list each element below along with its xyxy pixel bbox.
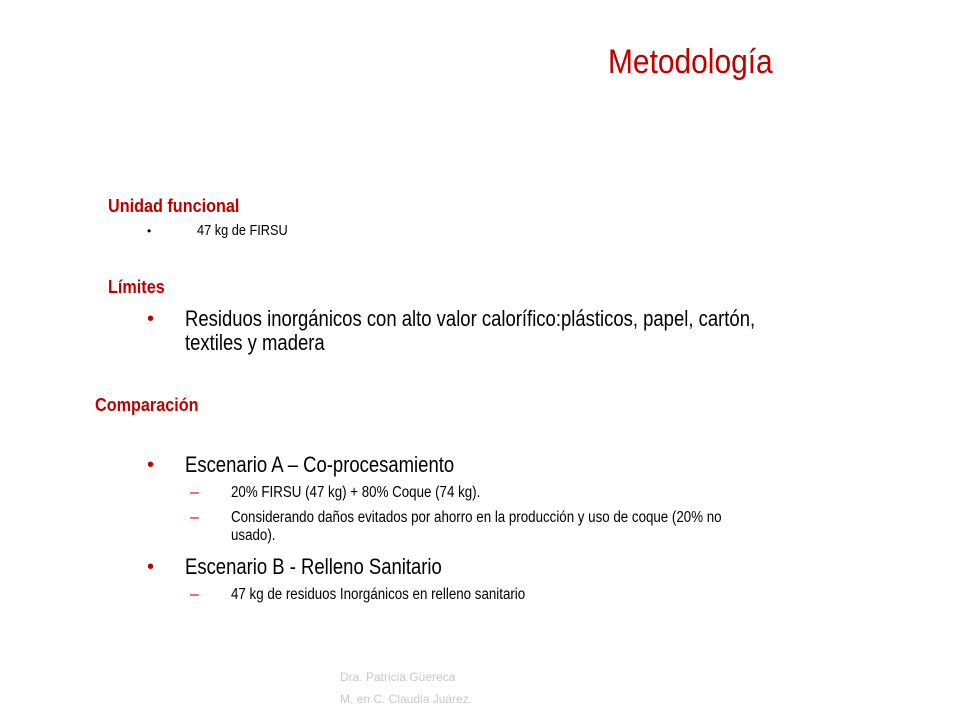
escenario-b-sub1: 47 kg de residuos Inorgánicos en relleno sanitario [231, 586, 526, 603]
escenario-b-bullet-icon: • [147, 556, 155, 578]
comparacion-heading: Comparación [95, 395, 199, 415]
limites-heading: Límites [108, 277, 165, 297]
footer-author-2: M. en C. Claudia Juárez. [340, 692, 473, 706]
escenario-a-bullet-icon: • [147, 454, 155, 476]
escenario-a-sub1-dash-icon: – [190, 484, 199, 501]
unidad-funcional-item: 47 kg de FIRSU [197, 222, 288, 239]
escenario-a-label: Escenario A – Co-procesamiento [185, 452, 455, 477]
escenario-b-label: Escenario B - Relleno Sanitario [185, 554, 442, 579]
limites-item-line1: Residuos inorgánicos con alto valor calorífico:plásticos, papel, cartón, [185, 306, 756, 331]
escenario-a-sub2-dash-icon: – [190, 509, 199, 526]
limites-bullet-icon: • [147, 308, 155, 330]
limites-item-line2: textiles y madera [185, 330, 325, 355]
escenario-a-sub2-line2: usado). [231, 527, 276, 544]
escenario-b-sub1-dash-icon: – [190, 586, 199, 603]
footer-author-1: Dra. Patricia Güereca [340, 670, 456, 684]
escenario-a-sub2-line1: Considerando daños evitados por ahorro en la producción y uso de coque (20% no [231, 509, 722, 526]
slide-title: Metodología [608, 43, 773, 81]
unidad-funcional-heading: Unidad funcional [108, 196, 240, 216]
escenario-a-sub1: 20% FIRSU (47 kg) + 80% Coque (74 kg). [231, 484, 481, 501]
unidad-bullet-icon: • [147, 224, 152, 238]
